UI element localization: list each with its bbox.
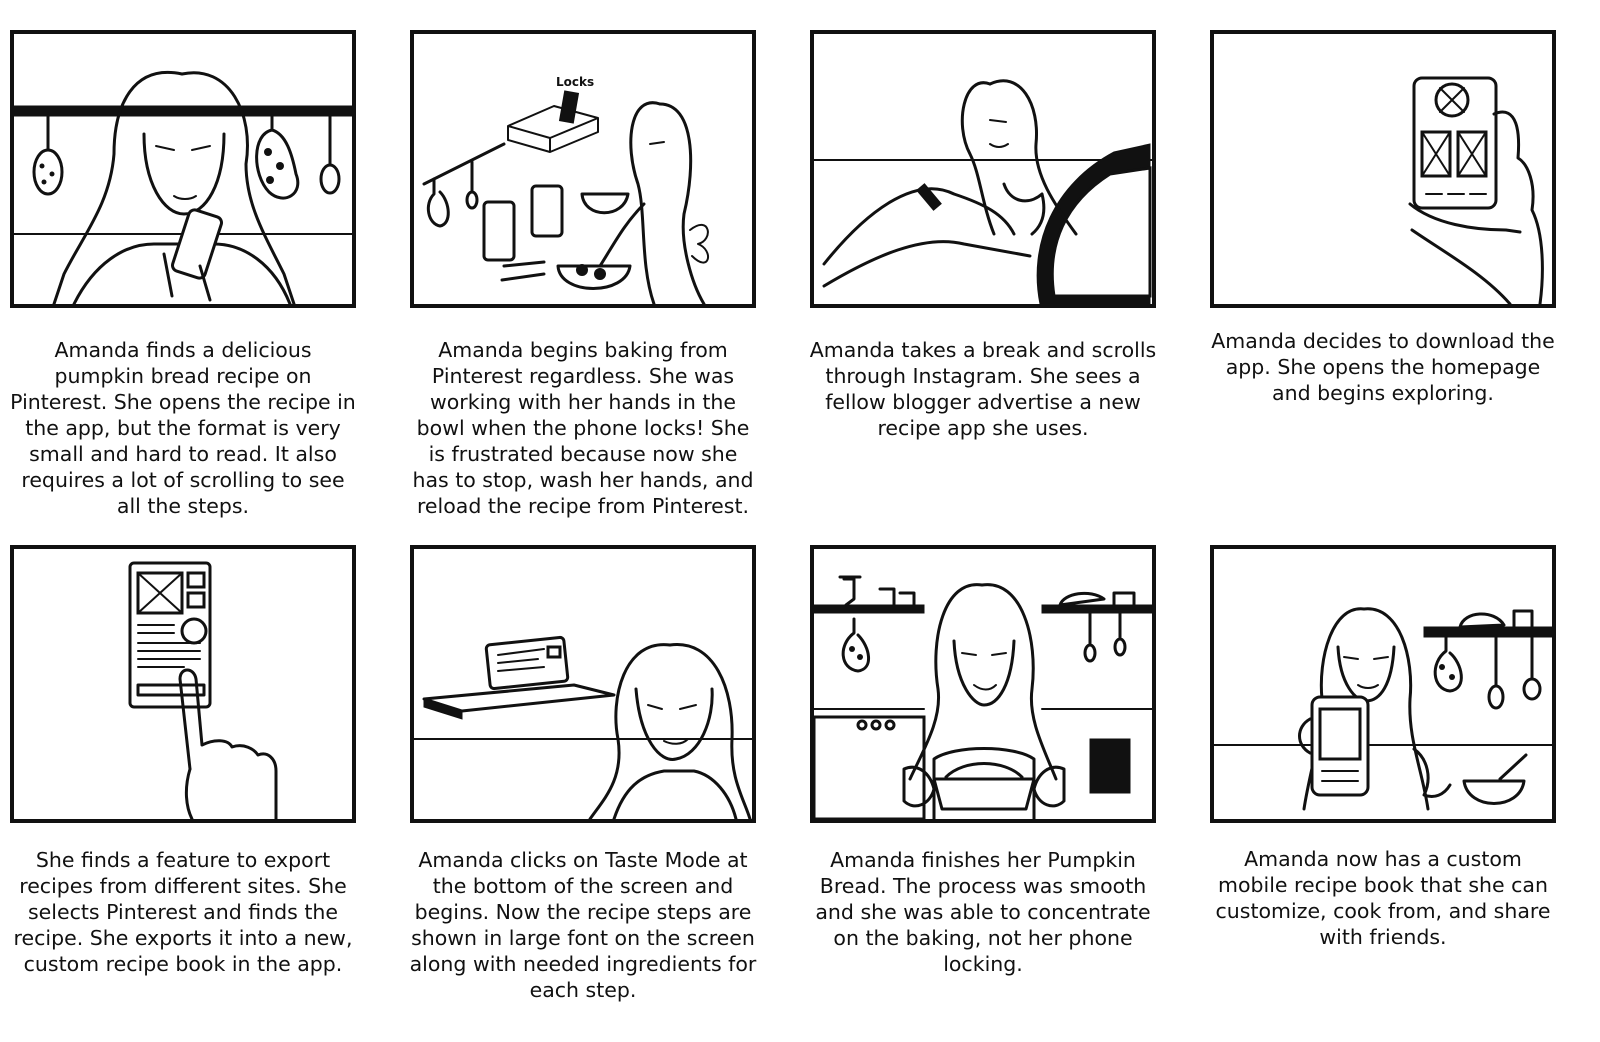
woman-holding-pumpkin-bread-sketch <box>814 549 1152 819</box>
woman-smiling-at-propped-phone-sketch <box>414 549 752 819</box>
woman-on-couch-sketch <box>814 34 1152 304</box>
panel-4-caption: Amanda decides to download the app. She opens the homepage and begins exploring. <box>1211 329 1555 405</box>
panel-6-caption: Amanda clicks on Taste Mode at the bottom of the screen and begins. Now the recipe steps are shown in large font on the screen along with needed ingredients for each step. <box>409 848 757 1002</box>
storyboard-panel-1 <box>10 30 356 308</box>
panel-3-caption: Amanda takes a break and scrolls through Instagram. She sees a fellow blogger advertise a new recipe app she uses. <box>809 338 1157 440</box>
panel-1-caption: Amanda finds a delicious pumpkin bread recipe on Pinterest. She opens the recipe in the app, but the format is very small and hard to read. It also requires a lot of scrolling to see all the steps. <box>10 338 356 518</box>
hand-holding-phone-sketch <box>1214 34 1552 304</box>
storyboard-panel-6 <box>410 545 756 823</box>
storyboard-panel-4 <box>1210 30 1556 308</box>
finger-tapping-recipe-screen-sketch <box>14 549 352 819</box>
woman-showing-recipe-app-sketch <box>1214 549 1552 819</box>
panel-2-caption: Amanda begins baking from Pinterest regardless. She was working with her hands in the bowl when the phone locks! She is frustrated because now she has to stop, wash her hands, and reload the recipe from Pinterest. <box>412 338 754 518</box>
panel-8-caption: Amanda now has a custom mobile recipe book that she can customize, cook from, and share with friends. <box>1215 847 1551 949</box>
storyboard-panel-8 <box>1210 545 1556 823</box>
panel-7-caption: Amanda finishes her Pumpkin Bread. The process was smooth and she was able to concentrate on the baking, not her phone locking. <box>815 848 1151 976</box>
woman-reading-phone-sketch <box>14 34 352 304</box>
storyboard-panel-3 <box>810 30 1156 308</box>
storyboard-panel-5 <box>10 545 356 823</box>
storyboard-panel-2 <box>410 30 756 308</box>
locks-label: Locks <box>556 75 595 89</box>
panel-5-caption: She finds a feature to export recipes from different sites. She selects Pinterest and finds the recipe. She exports it into a new, custom recipe book in the app. <box>13 848 353 976</box>
storyboard-panel-7 <box>810 545 1156 823</box>
woman-baking-sketch <box>414 34 752 304</box>
